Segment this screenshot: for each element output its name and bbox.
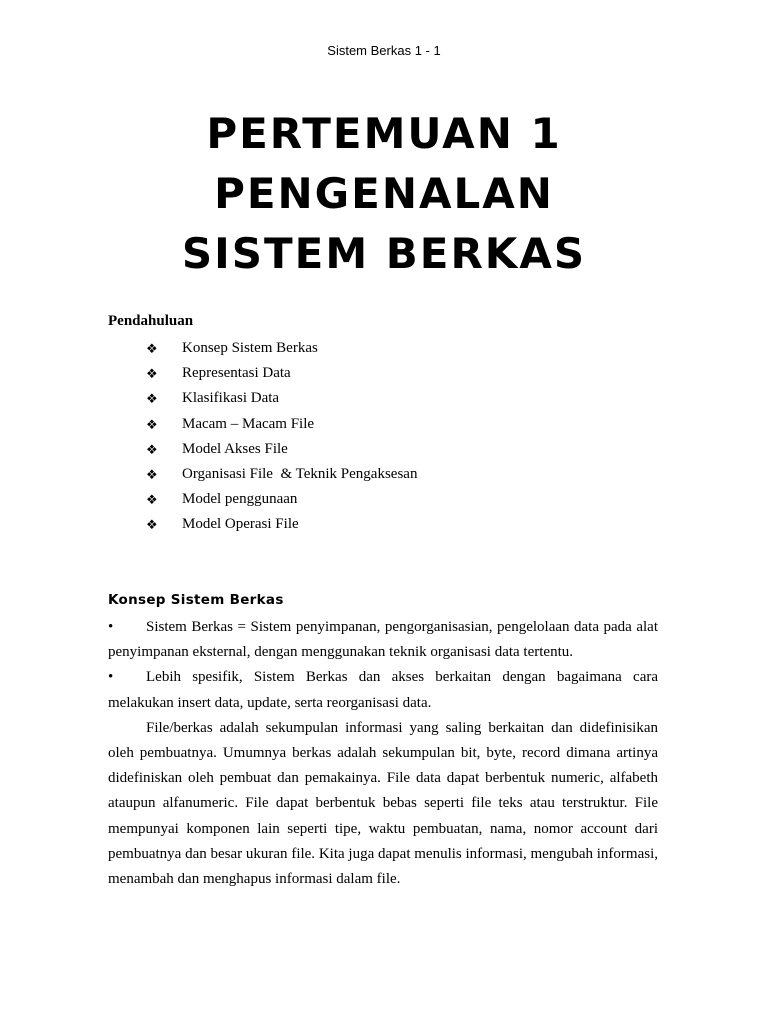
list-item [146,462,417,487]
list-item [146,412,417,437]
list-item-label: Model Operasi File [182,516,299,533]
title-line-2: PENGENALAN [214,169,554,218]
intro-label: Pendahuluan [108,313,194,329]
section-body [108,615,658,892]
document-title [0,104,768,284]
list-item [146,512,417,537]
list-item [146,437,417,462]
diamond-bullet-icon: ❖ [146,341,158,357]
intro-topic-list [146,336,417,538]
bullet-paragraph-1 [108,615,658,665]
bullet-paragraph-2 [108,665,658,715]
diamond-bullet-icon: ❖ [146,441,158,457]
list-item-label: Representasi Data [182,365,291,382]
bullet-icon: • [108,669,114,686]
bullet-icon: • [108,619,114,635]
bullet-text: Lebih spesifik, Sistem Berkas dan akses berkaitan dengan bagaimana cara melakukan insert data, update, serta reorganisasi data. [108,669,658,711]
title-line-1: PERTEMUAN 1 [206,109,562,158]
list-item-label: Organisasi File & Teknik Pengaksesan [182,466,418,483]
title-line-3: SISTEM BERKAS [181,229,587,278]
list-item [146,386,417,411]
diamond-bullet-icon: ❖ [146,517,158,533]
body-paragraph: File/berkas adalah sekumpulan informasi yang saling berkaitan dan didefinisikan oleh pembuatnya. Umumnya berkas adalah sekumpulan bit, byte, record dimana artinya didefiniskan oleh pembuat dan pemakainya. File data dapat berbentuk numeric, alfabeth ataupun alfanumeric. File dapat berbentuk bebas seperti file teks atau terstruktur. File mempunyai komponen lain seperti tipe, waktu pembuatan, nama, nomor account dari pembuatnya dan besar ukuran file. Kita juga dapat menulis informasi, mengubah informasi, menambah dan menghapus informasi dalam file. [108,719,658,888]
diamond-bullet-icon: ❖ [146,492,158,508]
list-item-label: Macam – Macam File [182,415,315,432]
bullet-text: Sistem Berkas = Sistem penyimpanan, pengorganisasian, pengelolaan data pada alat penyimpanan eksternal, dengan menggunakan teknik organisasi data tertentu. [108,619,658,661]
diamond-bullet-icon: ❖ [146,366,158,382]
section-heading: Konsep Sistem Berkas [108,592,284,608]
diamond-bullet-icon: ❖ [146,467,158,483]
list-item [146,487,417,512]
diamond-bullet-icon: ❖ [146,391,158,407]
list-item-label: Model penggunaan [182,491,298,508]
running-header: Sistem Berkas 1 - 1 [327,43,441,58]
list-item-label: Klasifikasi Data [182,390,280,407]
list-item [146,336,417,361]
list-item [146,361,417,386]
list-item-label: Konsep Sistem Berkas [182,340,318,357]
list-item-label: Model Akses File [182,440,288,457]
diamond-bullet-icon: ❖ [146,416,158,432]
